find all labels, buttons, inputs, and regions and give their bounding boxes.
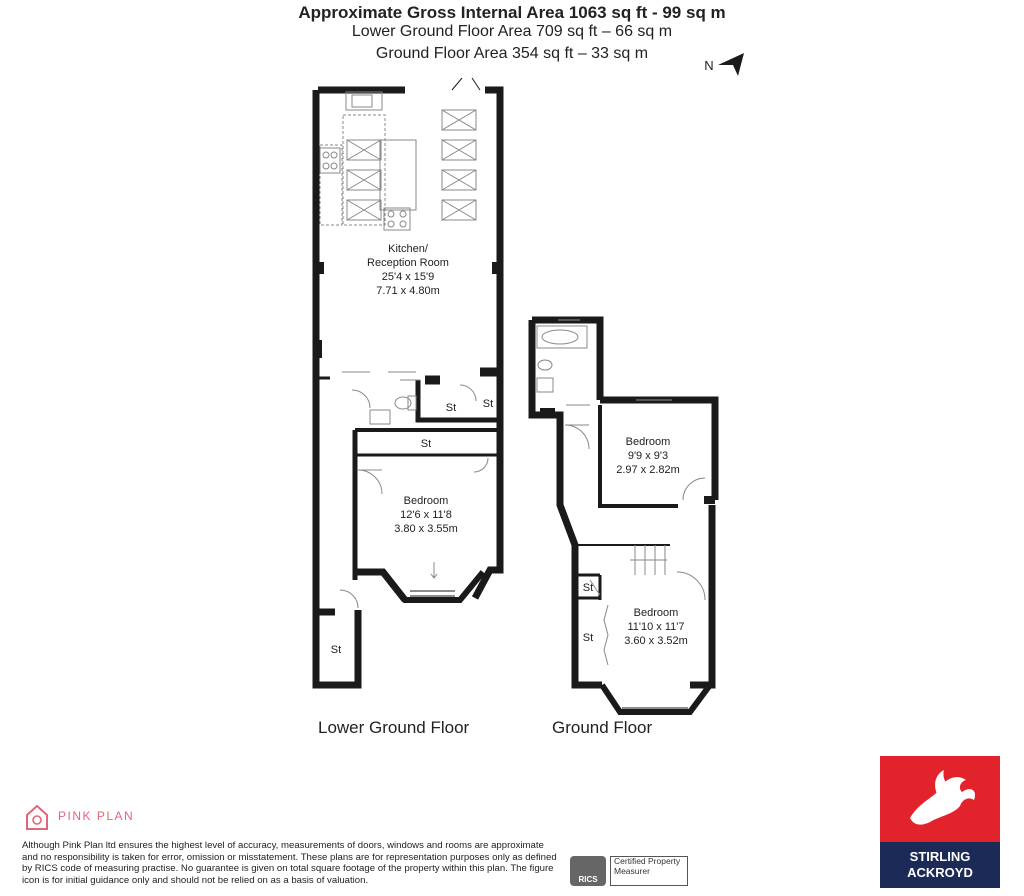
- rics-badge: [570, 856, 710, 890]
- g-bedroom2-metric: 3.60 x 3.52m: [624, 635, 688, 647]
- g-store-b: St: [582, 632, 594, 644]
- pink-plan-logo: [24, 803, 224, 831]
- north-arrow-icon: [704, 53, 744, 76]
- compass-label: N: [704, 58, 714, 73]
- kitchen-metric: 7.71 x 4.80m: [376, 285, 440, 297]
- lg-bedroom-metric: 3.80 x 3.55m: [394, 523, 458, 535]
- rics-certified-text: Certified Property Measurer: [610, 856, 688, 886]
- kitchen-imperial: 25'4 x 15'9: [381, 271, 435, 283]
- griffin-icon: [880, 756, 1000, 842]
- ground-bay-window: [602, 685, 710, 712]
- lg-store-c: St: [420, 438, 432, 450]
- lg-bedroom-name: Bedroom: [403, 495, 449, 507]
- rics-logo: RICS: [570, 856, 606, 886]
- g-bedroom2-imperial: 11'10 x 11'7: [627, 621, 685, 633]
- lg-store-d: St: [330, 644, 342, 656]
- stirling-ackroyd-logo: [880, 756, 1000, 888]
- lg-bedroom-imperial: 12'6 x 11'8: [400, 509, 452, 521]
- ground-walls: [532, 320, 715, 685]
- kitchen-name: Kitchen/: [388, 243, 428, 255]
- g-bedroom2-name: Bedroom: [633, 607, 679, 619]
- g-bedroom1-name: Bedroom: [625, 436, 671, 448]
- total-area-title: Approximate Gross Internal Area 1063 sq ft - 99 sq m: [298, 3, 726, 22]
- lg-store-a: St: [445, 402, 457, 414]
- disclaimer-text: Although Pink Plan ltd ensures the highest level of accuracy, measurements of doors, windows and rooms are approximate and no responsibility is taken for error, omission or misstatement. These plans are for representation purposes only as defined by RICS code of measuring practise. No guarantee is given on total square footage of the property within this plan. The figure icon is for initial guidance only and should not be relied on as a basis of valuation.: [22, 840, 557, 886]
- house-icon: [24, 803, 50, 831]
- lower-ground-area: Lower Ground Floor Area 709 sq ft – 66 sq m: [351, 23, 673, 40]
- lg-store-b: St: [482, 398, 494, 410]
- ground-floor-label: Ground Floor: [552, 718, 653, 737]
- kitchen-name-2: Reception Room: [367, 257, 449, 269]
- lower-ground-walls: [316, 90, 500, 685]
- g-store-a: St: [582, 582, 594, 594]
- g-bedroom1-imperial: 9'9 x 9'3: [627, 450, 669, 462]
- lower-ground-floor-label: Lower Ground Floor: [318, 718, 470, 737]
- agent-name: STIRLING ACKROYD: [880, 842, 1000, 888]
- pink-plan-brand: PINK PLAN: [58, 809, 135, 823]
- ground-area: Ground Floor Area 354 sq ft – 33 sq m: [375, 45, 649, 62]
- g-bedroom1-metric: 2.97 x 2.82m: [616, 464, 680, 476]
